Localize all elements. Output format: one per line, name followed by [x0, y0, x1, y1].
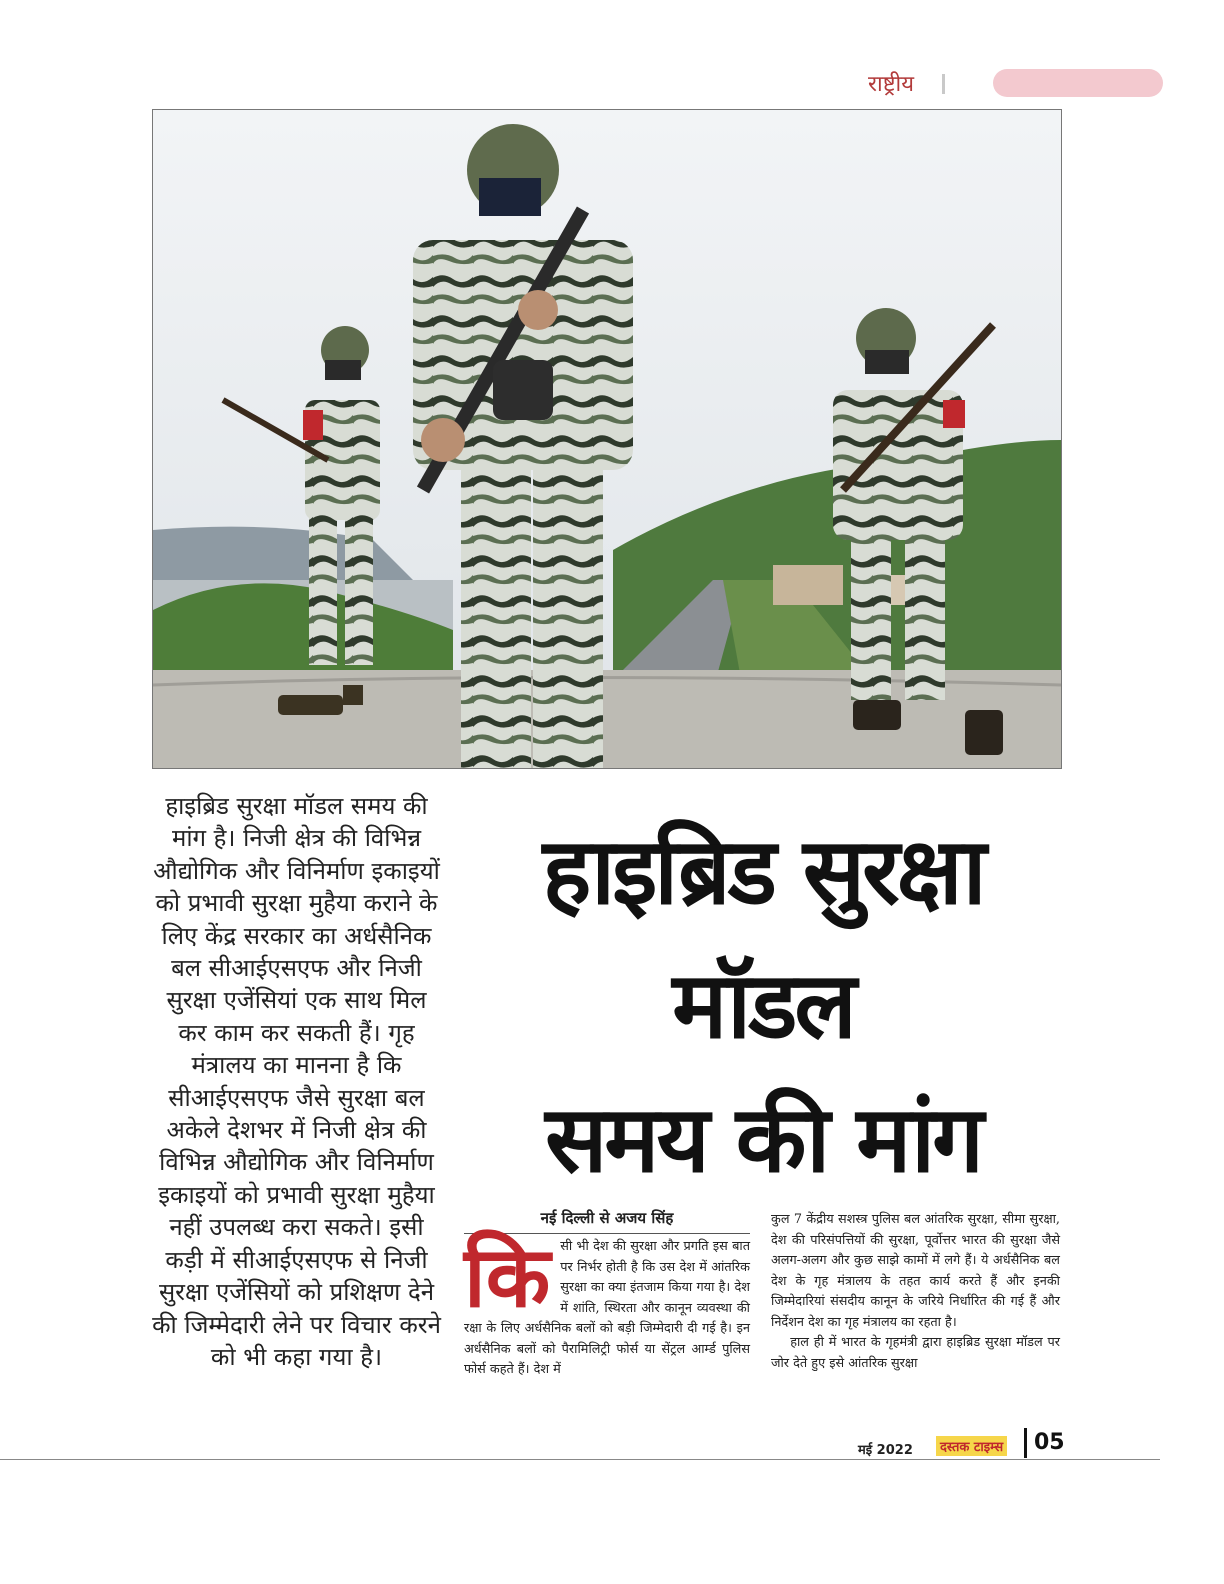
headline — [468, 805, 1058, 1207]
headline-line-3: समय की मांग — [545, 1086, 981, 1193]
headline-line-1: हाइब्रिड सुरक्षा — [542, 818, 984, 925]
article-photo — [152, 109, 1062, 769]
footer-date: मई 2022 — [858, 1443, 913, 1458]
sidebar-summary: हाइब्रिड सुरक्षा मॉडल समय की मांग है। निजी क्षेत्र की विभिन्न औद्योगिक और विनिर्माण इकाइयों को प्रभावी सुरक्षा मुहैया कराने के लिए केंद्र सरकार का अर्धसैनिक बल सीआईएसएफ और निजी सुरक्षा एजेंसियां एक साथ मिल कर काम कर सकती हैं। गृह मंत्रालय का मानना है कि सीआईएसएफ जैसे सुरक्षा बल अकेले देशभर में निजी क्षेत्र की विभिन्न औद्योगिक और विनिर्माण इकाइयों को प्रभावी सुरक्षा मुहैया नहीं उपलब्ध करा सकते। इसी कड़ी में सीआईएसएफ से निजी सुरक्षा एजेंसियों को प्रशिक्षण देने की जिम्मेदारी लेने पर विचार करने को भी कहा गया है। — [152, 792, 441, 1371]
headline-line-2: मॉडल — [672, 952, 854, 1059]
footer-rule — [0, 1459, 1160, 1460]
article-column-2-paragraph-2: हाल ही में भारत के गृहमंत्री द्वारा हाइब्रिड सुरक्षा मॉडल पर जोर देते हुए इसे आंतरिक सुरक्षा — [771, 1335, 1060, 1371]
section-label: राष्ट्रीय — [868, 72, 915, 97]
section-pill — [993, 69, 1163, 97]
byline: नई दिल्ली से अजय सिंह — [464, 1208, 750, 1234]
page-number: 05 — [1034, 1430, 1065, 1455]
article-column-2 — [771, 1210, 1060, 1374]
publication-logo: दस्तक टाइम्स — [936, 1436, 1007, 1456]
article-column-1 — [464, 1228, 750, 1381]
section-divider — [942, 74, 945, 94]
article-column-1-text: सी भी देश की सुरक्षा और प्रगति इस बात पर निर्भर होती है कि उस देश में आंतरिक सुरक्षा का क्या इंतजाम किया गया है। देश में शांति, स्थिरता और कानून व्यवस्था की रक्षा के लिए अर्धसैनिक बलों को बड़ी जिम्मेदारी दी गई है। इन अर्धसैनिक बलों को पैरामिलिट्री फोर्स या सेंट्रल आर्म्ड पुलिस फोर्स कहते हैं। देश में — [464, 1239, 750, 1377]
footer-divider — [1024, 1428, 1027, 1458]
article-column-2-paragraph-1: कुल 7 केंद्रीय सशस्त्र पुलिस बल आंतरिक सुरक्षा, सीमा सुरक्षा, देश की परिसंपत्तियों की सुरक्षा, पूर्वोत्तर भारत की सुरक्षा जैसे अलग-अलग और कुछ साझे कामों में लगे हैं। ये अर्धसैनिक बल देश के गृह मंत्रालय के तहत कार्य करते हैं और इनकी जिम्मेदारियां संसदीय कानून के जरिये निर्धारित की गई हैं और निर्देशन देश का गृह मंत्रालय का रहता है। — [771, 1212, 1060, 1330]
dropcap: कि — [464, 1228, 551, 1326]
soldiers-photo-illustration — [153, 110, 1061, 768]
